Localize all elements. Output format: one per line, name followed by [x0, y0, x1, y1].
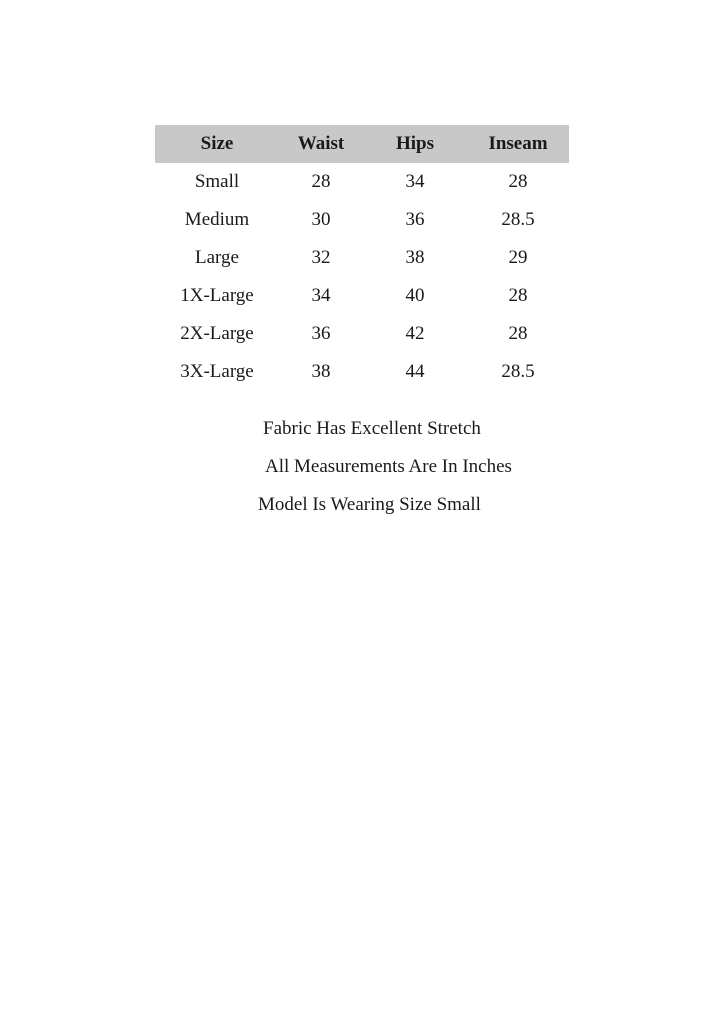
table-row	[155, 315, 569, 353]
size-cell: 1X-Large	[180, 285, 254, 306]
table-row	[155, 277, 569, 315]
hips-cell: 36	[405, 209, 425, 230]
waist-cell: 32	[311, 247, 331, 268]
inseam-cell: 28.5	[501, 361, 535, 382]
size-cell: Medium	[184, 209, 250, 230]
size-cell: Large	[195, 247, 239, 268]
model-size-note: Model Is Wearing Size Small	[258, 494, 481, 515]
waist-cell: 28	[311, 171, 331, 192]
size-cell: 2X-Large	[180, 323, 254, 344]
inseam-cell: 28	[508, 171, 528, 192]
waist-cell: 38	[311, 361, 331, 382]
hips-cell: 42	[405, 323, 425, 344]
hips-cell: 44	[405, 361, 425, 382]
inseam-cell: 28.5	[501, 209, 535, 230]
header-inseam: Inseam	[488, 133, 548, 154]
header-size: Size	[200, 133, 234, 154]
table-row	[155, 239, 569, 277]
measurement-units-note: All Measurements Are In Inches	[265, 456, 512, 477]
waist-cell: 36	[311, 323, 331, 344]
inseam-cell: 29	[508, 247, 528, 268]
size-cell: Small	[194, 171, 240, 192]
waist-cell: 30	[311, 209, 331, 230]
hips-cell: 34	[405, 171, 425, 192]
table-body	[155, 163, 569, 391]
fabric-stretch-note: Fabric Has Excellent Stretch	[263, 418, 481, 439]
table-header	[155, 125, 569, 163]
hips-cell: 40	[405, 285, 425, 306]
table-row	[155, 201, 569, 239]
inseam-cell: 28	[508, 323, 528, 344]
waist-cell: 34	[311, 285, 331, 306]
table-row	[155, 353, 569, 391]
size-cell: 3X-Large	[180, 361, 254, 382]
hips-cell: 38	[405, 247, 425, 268]
table-row	[155, 163, 569, 201]
header-waist: Waist	[297, 133, 345, 154]
size-chart-table	[155, 125, 569, 391]
header-row	[155, 125, 569, 163]
header-hips: Hips	[395, 133, 435, 154]
inseam-cell: 28	[508, 285, 528, 306]
